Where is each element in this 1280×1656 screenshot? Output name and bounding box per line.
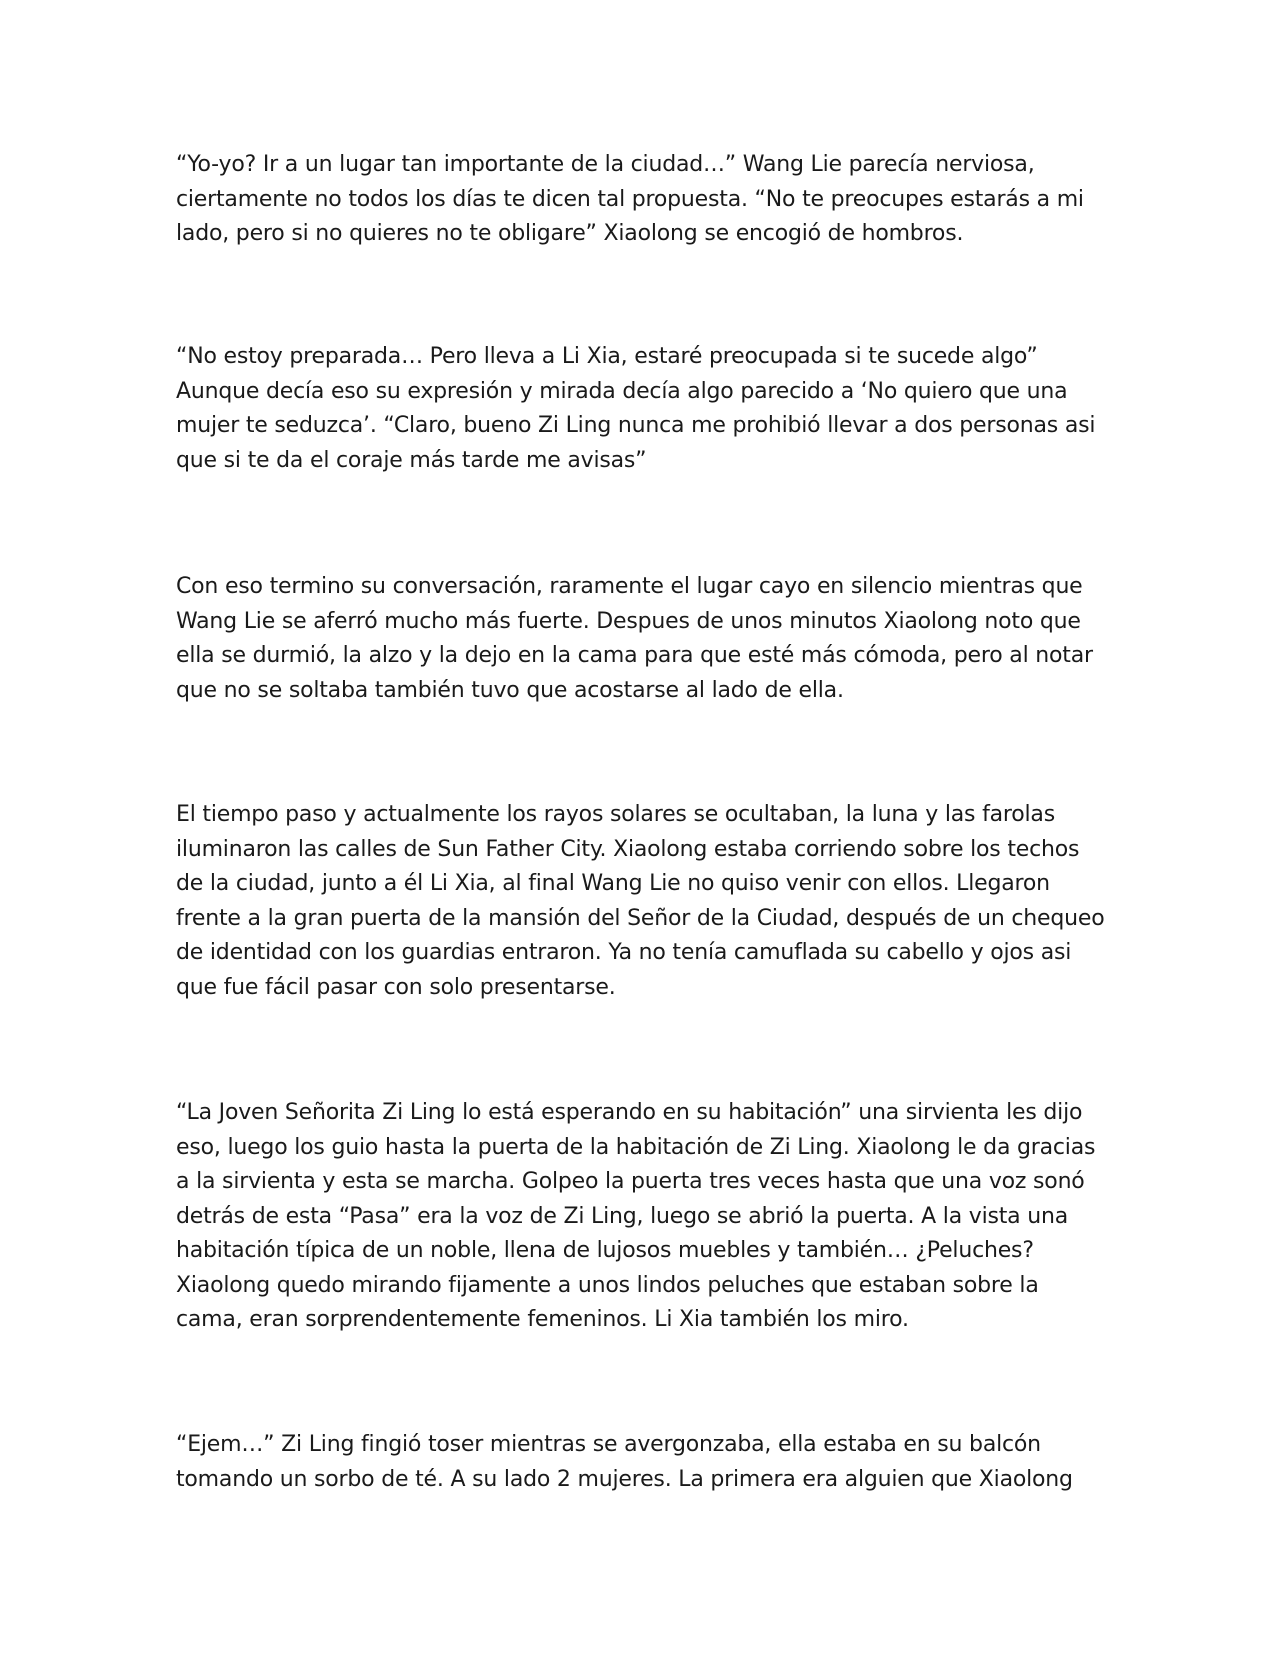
paragraph: “La Joven Señorita Zi Ling lo está esperando en su habitación” una sirvienta les dijo eso, luego los guio hasta la puerta de la habitación de Zi Ling. Xiaolong le da gracias a la sirvienta y esta se marcha. Golpeo la puerta tres veces hasta que una voz sonó detrás de esta “Pasa” era la voz de Zi Ling, luego se abrió la puerta. A la vista una habitación típica de un noble, llena de lujosos muebles y también… ¿Peluches? Xiaolong quedo mirando fijamente a unos lindos peluches que estaban sobre la cama, eran sorprendentemente femeninos. Li Xia también los miro. (176, 1100, 1096, 1332)
paragraph: El tiempo paso y actualmente los rayos solares se ocultaban, la luna y las farolas iluminaron las calles de Sun Father City. Xiaolong estaba corriendo sobre los techos de la ciudad, junto a él Li Xia, al final Wang Lie no quiso venir con ellos. Llegaron frente a la gran puerta de la mansión del Señor de la Ciudad, después de un chequeo de identidad con los guardias entraron. Ya no tenía camuflada su cabello y ojos asi que fue fácil pasar con solo presentarse. (176, 802, 1105, 1000)
paragraph: “No estoy preparada… Pero lleva a Li Xia, estaré preocupada si te sucede algo” Aunque decía eso su expresión y mirada decía algo parecido a ‘No quiero que una mujer te seduzca’. “Claro, bueno Zi Ling nunca me prohibió llevar a dos personas asi que si te da el coraje más tarde me avisas” (176, 344, 1096, 473)
paragraph: “Yo-yo? Ir a un lugar tan importante de la ciudad…” Wang Lie parecía nerviosa, ciertamente no todos los días te dicen tal propuesta. “No te preocupes estarás a mi lado, pero si no quieres no te obligare” Xiaolong se encogió de hombros. (176, 152, 1084, 246)
paragraph: “Ejem…” Zi Ling fingió toser mientras se avergonzaba, ella estaba en su balcón tomando un sorbo de té. A su lado 2 mujeres. La primera era alguien que Xiaolong (176, 1432, 1073, 1492)
paragraph: Con eso termino su conversación, raramente el lugar cayo en silencio mientras que Wang Lie se aferró mucho más fuerte. Despues de unos minutos Xiaolong noto que ella se durmió, la alzo y la dejo en la cama para que esté más cómoda, pero al notar que no se soltaba también tuvo que acostarse al lado de ella. (176, 574, 1093, 703)
